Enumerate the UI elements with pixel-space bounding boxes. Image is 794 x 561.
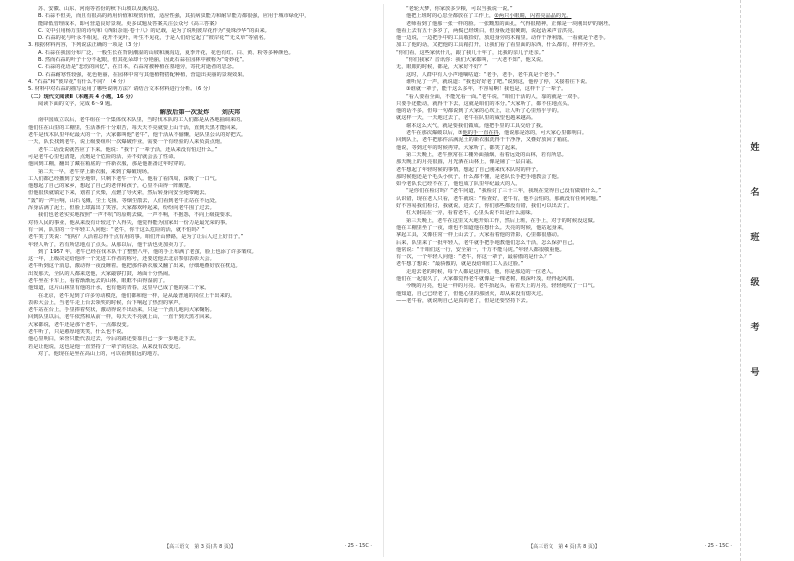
right-page-text: [396, 0, 732, 561]
text-line: 工人们都已经撤到了安全地带，只剩下老牛一个人。他看了看四周，深吸了一口气。: [28, 175, 220, 182]
text-line: 第二天一早，老牛穿上新衣服，来到了爆破现场。: [38, 168, 153, 175]
text-line: 有一次，一个年轻人问他：“老牛，你这一辈子，最骄傲的是什么？”: [396, 254, 552, 261]
text-line: 他知道，这片山林里有他的汗水，也有他的青春，这里早已成了他的第二个家。: [28, 285, 210, 292]
text-line: （二）现代文阅读Ⅱ（本题共 4 小题，16 分）: [28, 93, 136, 100]
text-line: “你们看，这些家伙什儿，跟了我几十年了，比我的亲儿子还亲。”: [396, 49, 545, 56]
text-line: 老牛坐在卡车上，看着渐渐远去的山林，眼眶不由得湿润了。: [28, 277, 169, 284]
text-line: 南中国成立以后，老牛组在一个集体伐木队里，当时伐木队的工人们都是从各地抽调来的。: [38, 117, 246, 124]
text-line: 我们也老老实实地按照“一声不吭”的原则去做，一声不响，不抱怨，不向上级提要求。: [38, 212, 236, 219]
text-line: 阅读下面的文字，完成 6～9 题。: [38, 100, 116, 107]
left-page-number: 【高三语文 第 3 页(共 8 页)】: [164, 544, 236, 550]
text-line: 3. 根据材料内容，下列说法正确的一项是（3 分）: [28, 42, 144, 49]
underlined-phrase: ②两只小眼睛，闪着亮晶晶的光。: [494, 13, 572, 20]
text-line: ——老牛看，就说明自己是真的老了，但是还要坚持下去。: [396, 297, 531, 304]
binding-label: 考: [750, 323, 760, 333]
text-line: 就这样一天，一天地过去了，老牛在队里的威望也越来越高。: [396, 115, 537, 122]
text-line: 他心里明白，荣誉只能代表过去，今后的路还要靠自己一步一步地走下去。: [28, 336, 200, 343]
text-line: 老牛听到这个消息，激动得一夜没睡着。他把那件新衣服又翻了出来，仔细地叠好放在枕边。: [28, 263, 241, 270]
text-line: 他说，等到过年的时候再穿。大家听了，都笑了起来。: [396, 144, 521, 151]
text-line: “看人要看全面，不能光看一面。”老牛说，“咱们干活的人，靠的就是一双手。: [406, 93, 583, 100]
text-line: 第二天晚上，老牛照常在工棚外面抽烟，看着远处的山林，若有所思。: [406, 151, 567, 158]
text-line: 他的话不多，但每一句都说到了大家的心坎上，让人听了心里热乎乎的。: [396, 108, 563, 115]
text-line: 老牛站在台上，手里捧着奖状，激动得说不出话来，只是一个劲儿地向大家鞠躬。: [28, 307, 215, 314]
text-line: 他回到工棚，翻出了藏在箱底的一件新衣服，那是他准备过年时穿的。: [28, 161, 189, 168]
page-divider: [383, 4, 384, 557]
text-line: 他们在一起很久了，大家都觉得老牛就像是一棵老树，根深叶茂，经得起风雨。: [396, 275, 578, 282]
text-line: “你们我家？音讯你：我们大家都叫，一大老不知”，他又说。: [406, 57, 547, 64]
text-line: D. 石蒜的花与叶永不相见，花开不见叶，叶生不见花，于是人们给它起了“彼岸花”“无义草”等别名。: [38, 35, 269, 42]
binding-label: 班: [750, 233, 760, 243]
text-line: 有一回，队里的一个年轻工人问他：“老牛，你干这么危险的活，就不怕吗？”: [28, 226, 205, 233]
text-line: “轰”的一声巨响，山石飞溅，尘土飞扬。等烟尘散去，人们看到老牛正站在不远处，: [28, 197, 221, 204]
text-line: 那天晚上的月亮很圆，月光洒在山林上，像是铺了一层白霜。: [396, 159, 537, 166]
text-line: A. 石蒜在我国分布广泛，一般生长在背阴潮湿的山坡和溪沟边，夏季开花，花色有红、白、黄、粉等多种颜色。: [38, 49, 294, 56]
text-line: 可是老牛心里也清楚，点炮是个危险的活，弄不好就会丢了性命。: [28, 153, 179, 160]
text-line: 这时，人群中有人小声地嘀咕道：“老手，老手，老牛真是个老手。”: [406, 71, 560, 78]
text-line: 他看上去有五十多岁了，两鬓已经斑白，但身板还很硬朗，说起话来声音洪亮。: [396, 27, 578, 34]
text-line: 他想起了自己的家乡，想起了自己的老伴和孩子，心里不由得一阵酸楚。: [28, 183, 195, 190]
text-line: 能降低管理成本，即可营造良好景观。更多试题及答案关注公众号《高三答案》: [38, 20, 220, 27]
text-line: 在北京，老牛见到了许多劳动模范，他们都和他一样，是从最普通的岗位上干出来的。: [38, 292, 236, 299]
passage-title: 解放后第一次发炸 刘庆邦: [159, 109, 241, 117]
text-line: 无，眼眼的时候，都是，大家好不好？”: [396, 64, 487, 71]
text-line: C. 石蒜的花语是“悲伤的回忆”，在日本，石蒜常被种植在墓地旁，寄托对逝者的思念。: [38, 64, 238, 71]
text-line: D. 石蒜耐寒性较强，花色艳丽，在园林中常与其他植物搭配种植，营造出美丽的景观效果。: [38, 71, 248, 78]
text-line: 只要手还能动，就得干下去，这就是咱们的本分。”大家听了，都不住地点头。: [396, 100, 573, 107]
text-line: B. 然而石蒜的叶子十分不起眼，但其花朵却十分艳丽，因此石蒜在园林中被称为“奇妙花”。: [38, 57, 248, 64]
text-line: 到了 1957 年，老牛已经在伐木队干了整整八年，他的手上布满了老茧，脸上也添了许多皱纹。: [38, 248, 257, 255]
binding-label: 级: [750, 278, 760, 288]
text-line: “老轮大梦，你家放多少粮，可以当我说一说。”: [406, 6, 513, 12]
text-line: 谢本这么大气，就是要我们做成。他把手里的工具交给了我。: [406, 122, 547, 129]
text-line: 这一年，上级决定给他评一个先进工作者的称号，还要送他去北京参加表彰大会。: [28, 256, 215, 263]
text-line: ③谁就一辈子，能干这么多年，不容易啊！我也是，这样干了一辈子。: [406, 86, 567, 93]
text-line: 他们住在山里的工棚里，生活条件十分艰苦，每天天不亮就要上山干活，直到天黑才能回来。: [28, 124, 241, 131]
right-page-number: 【高三语文 第 4 页(共 8 页)】: [528, 544, 600, 550]
text-line: 第三天晚上，老牛在这里又大地开始工作，然后上班，在手上，对于的时候没这做。: [406, 217, 598, 224]
text-line: 对了。他现在是坐在高山上的，可以看到很远的地方。: [38, 350, 163, 357]
text-line: “是你们在检讨吗？”老牛问道，“我检讨了三十三年，我现在觉得自己没有做错什么。”: [406, 188, 601, 195]
text-line: 他把上班时的心思全都放在了工作上，②两只小眼睛，闪着亮晶晶的光。: [406, 13, 572, 20]
text-line: 他一边说，一边把手中的工具收拾好，放进身旁的木箱里。动作干净利落，一看就是个老手。: [396, 35, 609, 42]
right-page-code: · 25 - 15C ·: [704, 543, 732, 549]
text-line: 如今老队长已经不在了，他也成了队里年纪最大的人。: [396, 181, 521, 188]
text-line: 出发那天，全队的人都来送他，大家敲锣打鼓，场面十分热闹。: [28, 270, 174, 277]
text-line: 老牛在那次爆破以后，⑦他的手一直在抖，他说那是冻的，可大家心里都明白。: [406, 130, 588, 137]
binding-label: 号: [750, 368, 760, 378]
text-line: 认识错，现在老人只看，老牛就说：“检查好，老牛有，他不会怕的，那就没有任何问题。”: [396, 195, 602, 202]
text-line: 杠大钢站在一旁，看着老牛，心里头说不出是什么滋味。: [406, 210, 536, 217]
left-page-code: · 25 - 15C ·: [344, 543, 372, 549]
binding-label: 名: [750, 188, 760, 198]
text-line: 回到队里以后，老牛依然和从前一样，每天天不亮就上山，一直干到天黑才回来。: [28, 314, 215, 321]
text-line: 今晚的月亮，也是一样的月亮。老牛抬起头，看着天上的月亮，轻轻地叹了一口气。: [406, 283, 598, 290]
text-line: 4. “石蒜”和“彼岸花”有什么不同？（4 分）: [28, 78, 129, 85]
text-line: 苏、安徽、山东、河南等省份的秋下山坡以及溪沟边。: [38, 6, 163, 12]
text-line: 老牛笑了笑说：“怕啥？人活着总得干点有用的事。咱们开山修路，是为了让后人过上好日子。”: [28, 234, 244, 241]
text-line: 老师看到了他那一张一样的脸。一张黝黑的面孔，气得很精神，正像是一块刚出炉的钢坯。: [406, 20, 614, 27]
underlined-phrase: 他的手一直在抖: [462, 130, 499, 137]
binding-label: 姓: [750, 143, 760, 153]
text-line: 老牛是伐木队里年纪最大的一个，大家都叫他“老牛”，他干活从不偷懒，是队里公认的好把式。: [28, 132, 247, 139]
text-line: 年轻人听了，若有所思地点了点头。从那以后，他干活也更加卖力了。: [28, 241, 189, 248]
text-line: 但他很快就镇定下来，划着了火柴，点燃了导火索，然后转身向安全地带跑去。: [28, 190, 210, 197]
left-page-text: [28, 0, 372, 561]
text-line: 他在工棚里坐了一夜，谁也不知道他在想什么。天亮的时候，他站起身来，: [396, 224, 568, 231]
text-line: 对待人民的事业，他从来没有计较过个人得失，他觉得能为国家出一份力是最光荣的事。: [28, 219, 231, 226]
text-line: 谁听见了一声，就说道：“我也好好老了吧。”说到这，他停了停，又接着往下说。: [406, 78, 591, 85]
text-line: 浑身沾满了泥土，但脸上却露出了笑容。大家都欢呼起来，纷纷向老牛围了过去。: [28, 205, 215, 212]
text-line: B. 石蒜不但美，而且有很高的药用价值和观赏价值，适应性强，其抗病虫能力和耐旱能力都很强，应用于城市绿化中，: [38, 13, 310, 20]
text-line: 他常说：“干咱们这一行，安全第一，千万不能马虎。”年轻人都很敬重他。: [396, 246, 565, 253]
text-line: 老牛想起了年轻时候的事情，想起了自己刚来伐木队时的样子。: [396, 166, 542, 173]
text-line: 大家都说，老牛还是那个老牛，一点都没变。: [28, 321, 132, 328]
text-line: 老牛二话没说就答应了下来。他说：“我干了一辈子活，还从来没有怕过什么。”: [38, 146, 218, 153]
text-line: C. 文中引用杨万里的诗句和《西阳杂俎·卷十八》的记载，是为了说明彼岸花作为“曼珠沙华”的由来。: [38, 27, 270, 34]
text-line: 5. 材料中对石蒜的描写运用了哪些说明方法？请结合文本材料进行分析。（6 分）: [28, 86, 214, 93]
text-line: 老牛想了想说：“最骄傲的，就是没给咱们工人丢过脸。”: [396, 261, 524, 268]
text-line: 若是让他说，这也是他一直坚持了一辈子的信念，从来没有改变过。: [28, 343, 184, 350]
text-line: 一天，队长找到老牛，说上级要组织一次爆破作业，需要一个有经验的人来负责点炮。: [28, 139, 226, 146]
text-line: 好不容易我们检讨，我就说，进去了，你们那些都没有错，我们可以出去了。: [396, 203, 573, 210]
text-line: 老牛听了，只是憨厚地笑笑，什么也不说。: [28, 329, 127, 336]
text-line: 加工了他的话，又把他的工具箱打开，让我们看了看里面的东西，什么都有，样样齐全。: [396, 42, 599, 49]
text-line: 后来，队里来了一批年轻人，老牛就手把手地教他们怎么干活，怎么保护自己。: [396, 239, 578, 246]
text-line: 表彰大会上，当老牛走上台去领奖的时候，台下响起了热烈的掌声。: [28, 299, 184, 306]
text-line: 回到队上，老牛把那件沾满泥土的新衣服洗得干干净净，又叠好放回了箱底。: [396, 137, 573, 144]
text-line: 拿起工具，又像往常一样上山去了。大家看着他的背影，心里都很感动。: [396, 232, 563, 239]
text-line: 他知道，自己已经老了，但他心里的那团火，却从来没有熄灭过。: [396, 290, 547, 297]
text-line: 走进去老的时候，每个人都是这样的，他，你是那边的一位老人。: [406, 268, 557, 275]
text-line: 那时候他还是个毛头小伙子，什么都不懂，是老队长手把手地教会了他。: [396, 173, 563, 180]
